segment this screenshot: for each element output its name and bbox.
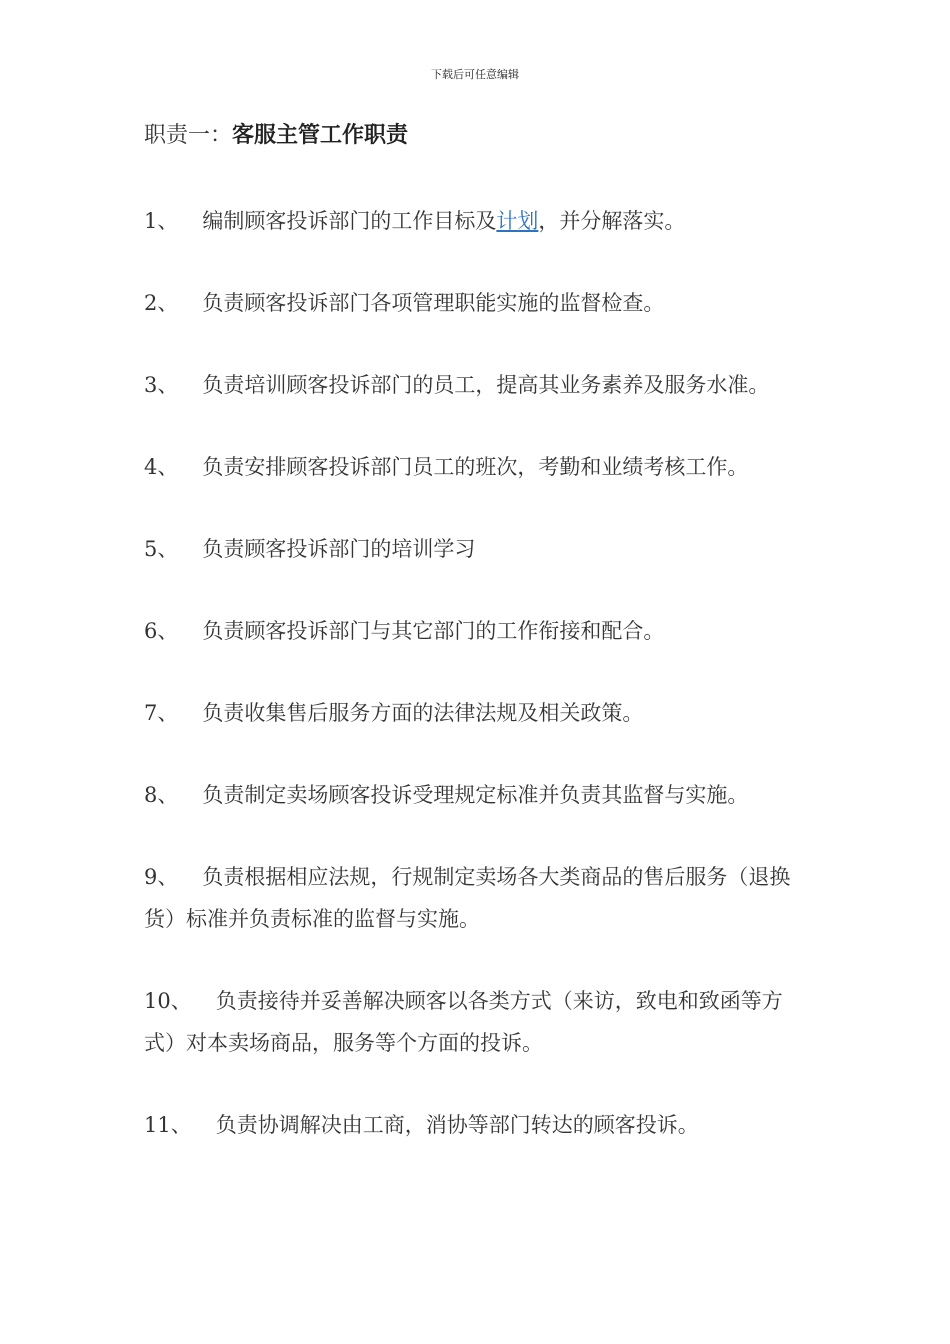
duty-item-11 (144, 1104, 814, 1146)
item-number: 4、 (144, 455, 179, 479)
item-number: 11、 (144, 1113, 192, 1137)
item-text: 负责协调解决由工商，消协等部门转达的顾客投诉。 (215, 1113, 699, 1137)
item-text-end: ，并分解落实。 (538, 209, 686, 233)
item-text: 负责顾客投诉部门的培训学习 (202, 537, 476, 561)
duty-item-3 (144, 364, 814, 406)
item-number: 10、 (144, 989, 192, 1013)
duty-item-9 (144, 856, 814, 940)
item-text: 负责顾客投诉部门各项管理职能实施的监督检查。 (202, 291, 665, 315)
duty-item-7 (144, 692, 814, 734)
item-text: 负责根据相应法规，行规制定卖场各大类商品的售后服务（退换货）标准并负责标准的监督与实施。 (144, 865, 791, 931)
item-number: 2、 (144, 291, 179, 315)
duty-item-10 (144, 980, 814, 1064)
item-number: 8、 (144, 783, 179, 807)
item-text: 负责接待并妥善解决顾客以各类方式（来访，致电和致函等方式）对本卖场商品，服务等个方面的投诉。 (144, 989, 783, 1055)
duty-item-8 (144, 774, 814, 816)
item-text: 负责安排顾客投诉部门员工的班次，考勤和业绩考核工作。 (202, 455, 749, 479)
page-header-note: 下载后可任意编辑 (431, 68, 519, 81)
item-text: 负责培训顾客投诉部门的员工，提高其业务素养及服务水准。 (202, 373, 770, 397)
plan-link[interactable]: 计划 (496, 209, 539, 233)
duty-item-5 (144, 528, 814, 570)
item-text: 负责制定卖场顾客投诉受理规定标准并负责其监督与实施。 (202, 783, 749, 807)
item-number: 5、 (144, 537, 179, 561)
item-number: 7、 (144, 701, 179, 725)
duty-item-6 (144, 610, 814, 652)
item-text: 负责顾客投诉部门与其它部门的工作衔接和配合。 (202, 619, 665, 643)
title-prefix: 职责一： (144, 123, 233, 148)
item-number: 1、 (144, 209, 179, 233)
duty-item-2 (144, 282, 814, 324)
item-number: 3、 (144, 373, 179, 397)
duty-item-4 (144, 446, 814, 488)
duty-list (144, 200, 814, 1186)
item-text: 编制顾客投诉部门的工作目标及 (202, 209, 497, 233)
item-number: 9、 (144, 865, 179, 889)
duty-item-1 (144, 200, 814, 242)
title-main: 客服主管工作职责 (232, 123, 409, 148)
item-number: 6、 (144, 619, 179, 643)
item-text: 负责收集售后服务方面的法律法规及相关政策。 (202, 701, 644, 725)
document-title (144, 120, 408, 152)
